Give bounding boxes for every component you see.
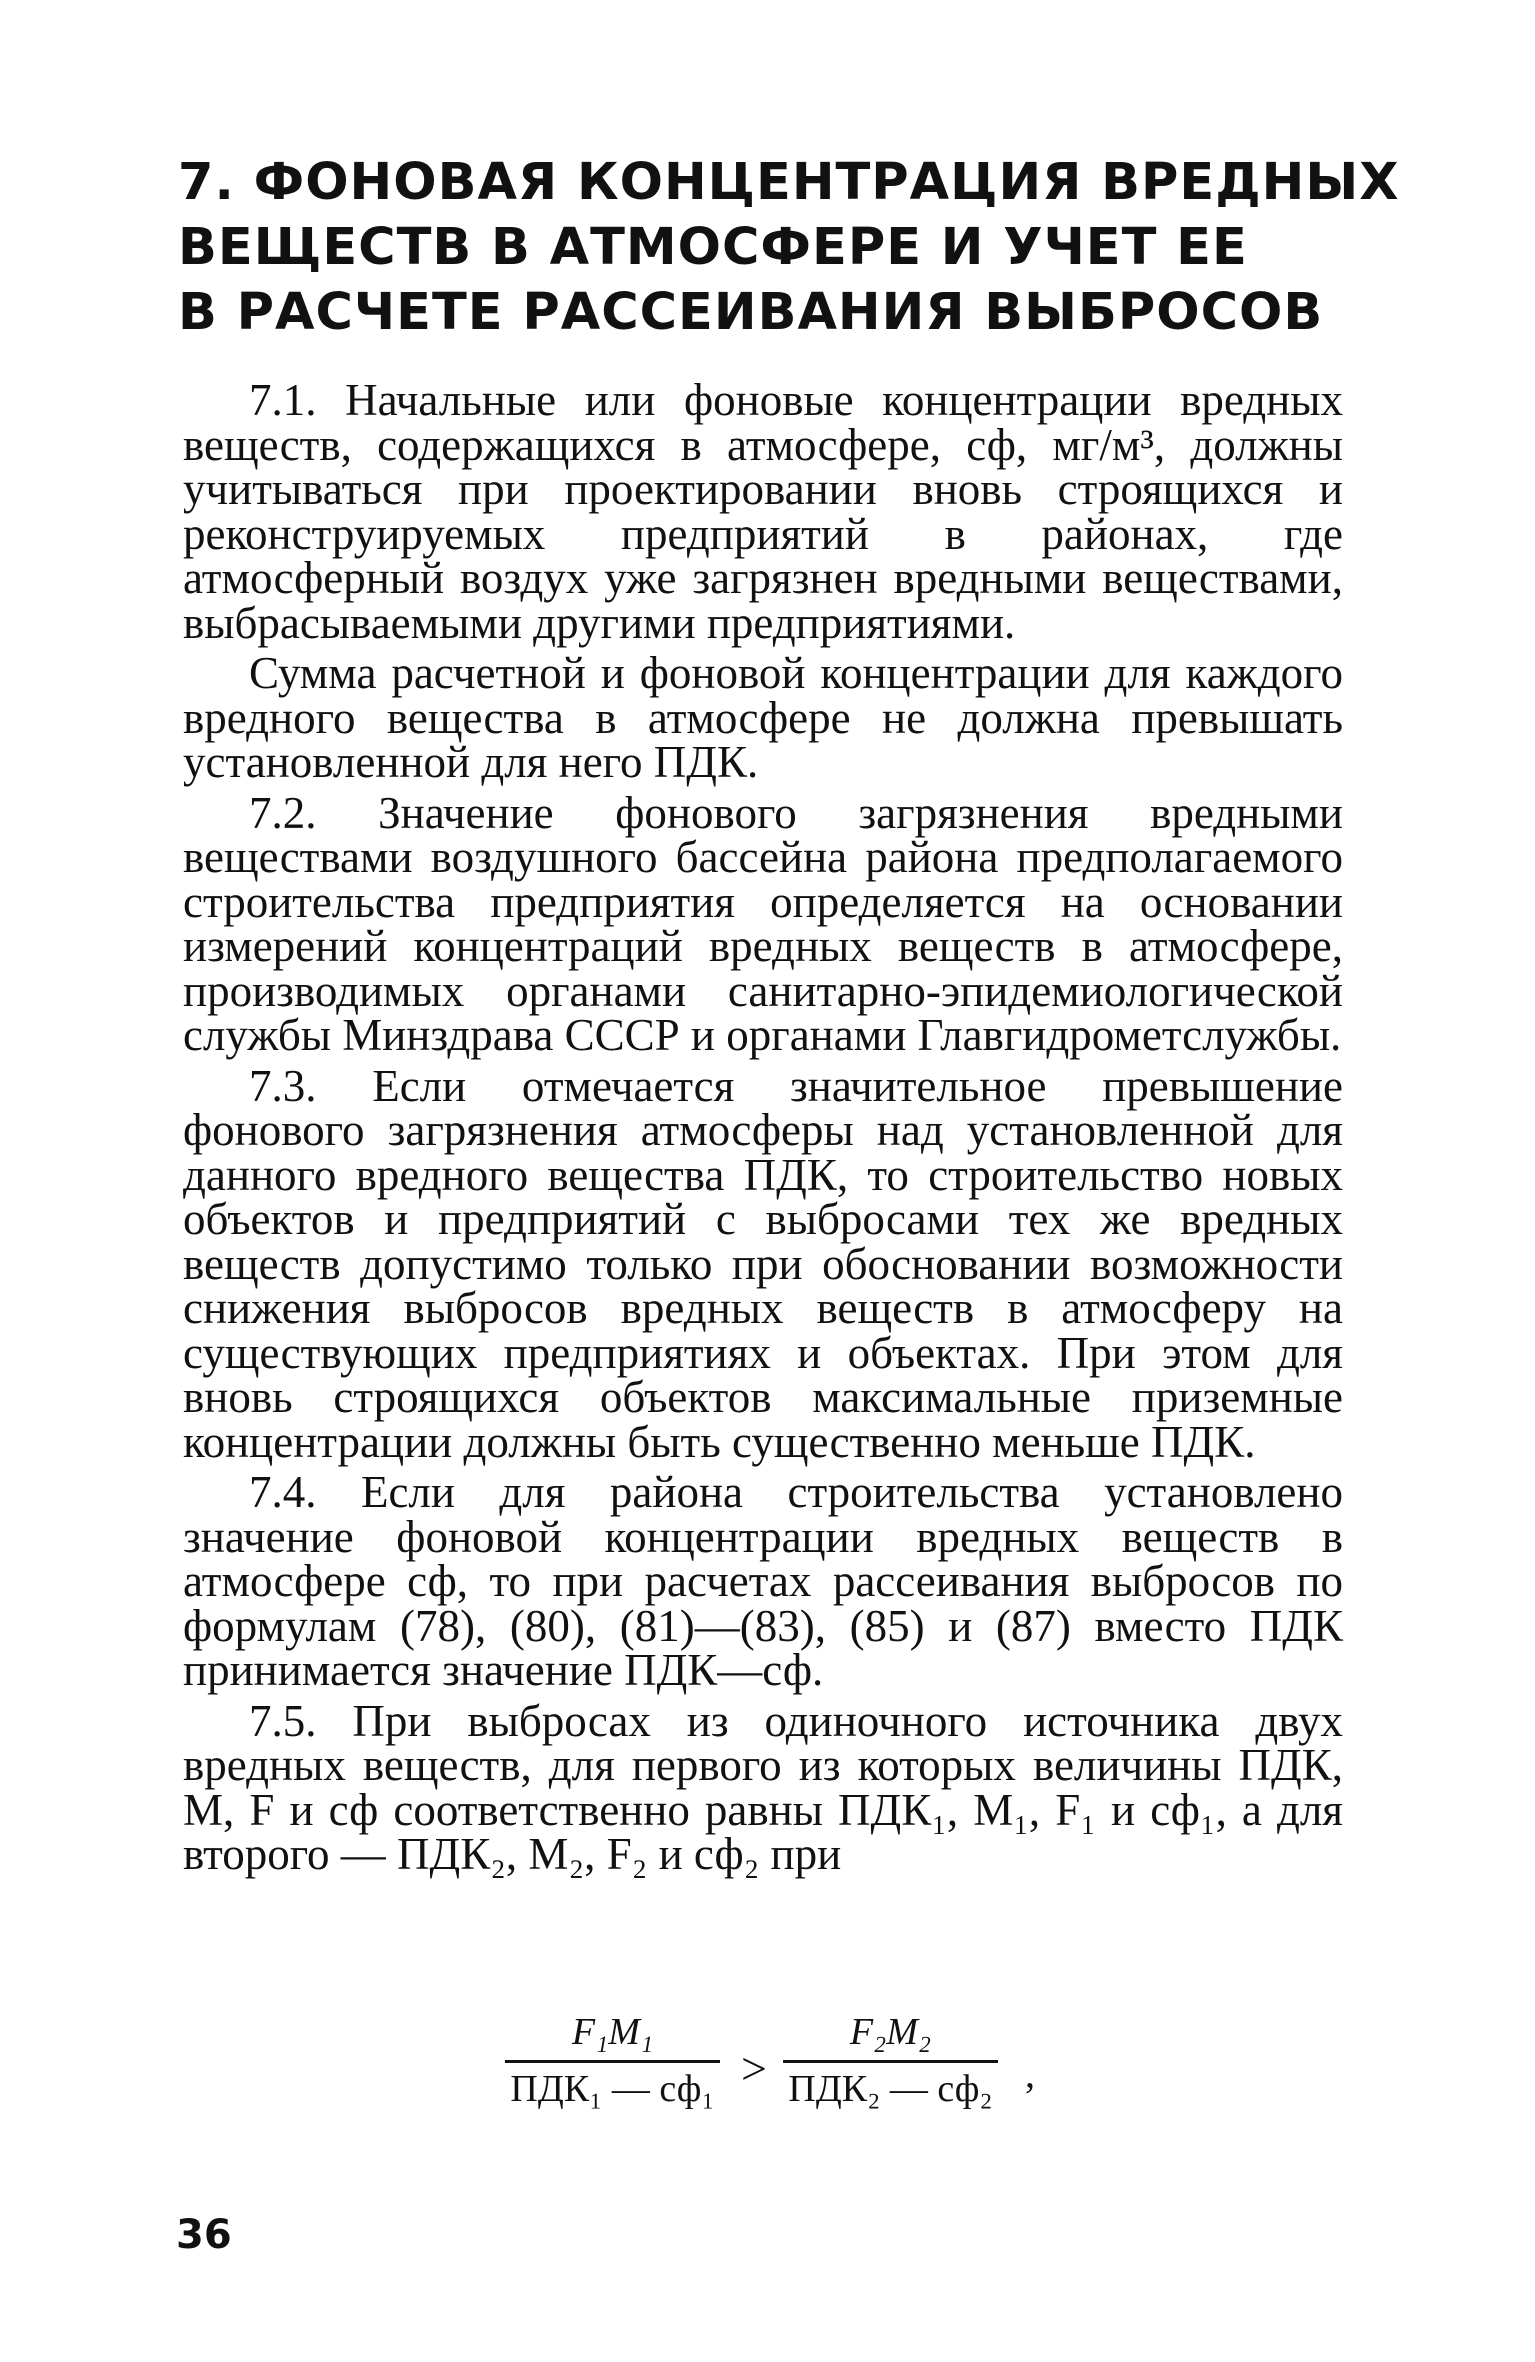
paragraph-7-4: 7.4. Если для района строительства установлено значение фоновой концентрации вредных веществ в атмосфере сф, то при расчетах рассеивания выбросов по формулам (78), (80), (81)—(83), (85) и (87) вместо ПДК принимается значение ПДК—сф. xyxy=(183,1467,1343,1695)
formula-trailing-comma: , xyxy=(1025,2051,1035,2096)
fraction-left-denominator: ПДК₁ — сф₁ xyxy=(510,2068,715,2110)
page-number: 36 xyxy=(176,2212,232,2258)
fraction-right-numerator: F₂M₂ xyxy=(849,2011,932,2053)
fraction-right-denominator: ПДК₂ — сф₂ xyxy=(788,2068,993,2110)
heading-line-1: 7. ФОНОВАЯ КОНЦЕНТРАЦИЯ ВРЕДНЫХ xyxy=(178,153,1400,212)
greater-than-sign: > xyxy=(741,2043,767,2094)
section-heading xyxy=(178,150,1400,345)
heading-line-3: В РАСЧЕТЕ РАССЕИВАНИЯ ВЫБРОСОВ xyxy=(178,283,1324,342)
body-text xyxy=(183,375,1343,1883)
paragraph-7-1: 7.1. Начальные или фоновые концентрации вредных веществ, содержащихся в атмосфере, сф, мг/м³, должны учитываться при проектировании вновь строящихся и реконструируемых предприятий в районах, где атмосферный воздух уже загрязнен вредными веществами, выбрасываемыми другими предприятиями. xyxy=(183,375,1343,648)
fraction-left xyxy=(505,2010,720,2111)
inequality-formula xyxy=(505,2010,1065,2130)
fraction-left-numerator: F₁M₁ xyxy=(571,2011,654,2053)
fraction-right xyxy=(783,2010,998,2111)
paragraph-7-1-sum: Сумма расчетной и фоновой концентрации для каждого вредного вещества в атмосфере не должна превышать установленной для него ПДК. xyxy=(183,648,1343,787)
paragraph-7-2: 7.2. Значение фонового загрязнения вредными веществами воздушного бассейна района предполагаемого строительства предприятия определяется на основании измерений концентраций вредных веществ в атмосфере, производимых органами санитарно-эпидемиологической службы Минздрава СССР и органами Главгидрометслужбы. xyxy=(183,787,1343,1060)
paragraph-7-3: 7.3. Если отмечается значительное превышение фонового загрязнения атмосферы над установленной для данного вредного вещества ПДК, то строительство новых объектов и предприятий с выбросами тех же вредных веществ допустимо только при обосновании возможности снижения выбросов вредных веществ в атмосферу на существующих предприятиях и объектах. При этом для вновь строящихся объектов максимальные приземные концентрации должны быть существенно меньше ПДК. xyxy=(183,1060,1343,1467)
paragraph-7-5: 7.5. При выбросах из одиночного источника двух вредных веществ, для первого из которых величины ПДК, M, F и сф соответственно равны ПДК₁, M₁, F₁ и сф₁, а для второго — ПДК₂, M₂, F₂ и сф₂ при xyxy=(183,1695,1343,1879)
heading-line-2: ВЕЩЕСТВ В АТМОСФЕРЕ И УЧЕТ ЕЕ xyxy=(178,218,1248,277)
